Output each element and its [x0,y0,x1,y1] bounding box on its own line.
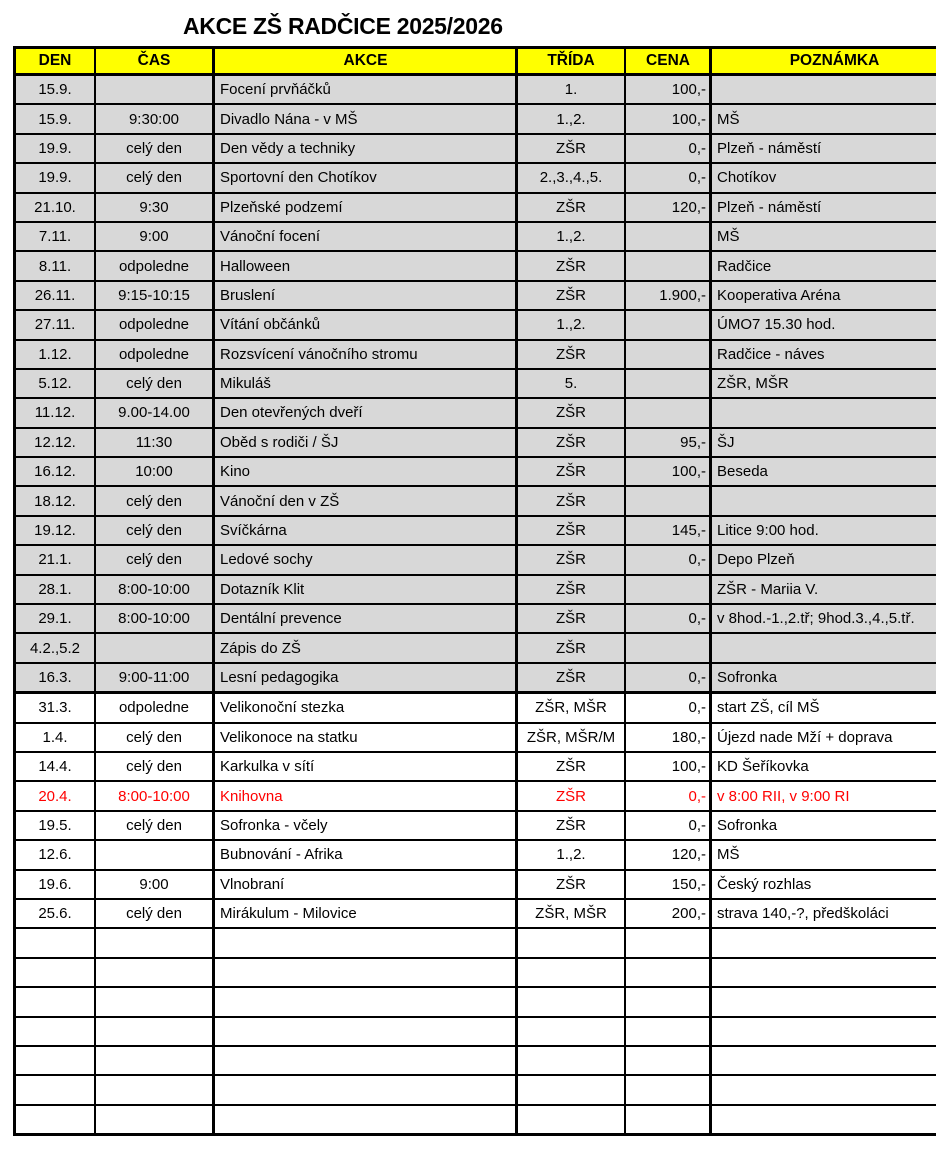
cell-akce: Focení prvňáčků [214,75,517,105]
cell-cas: celý den [95,134,214,163]
cell-trida: ZŠR [517,193,626,222]
cell-akce: Vánoční focení [214,222,517,251]
cell-trida [517,928,626,957]
cell-poznamka [711,486,936,515]
cell-cena [625,1075,711,1104]
cell-poznamka: Sofronka [711,663,936,693]
cell-akce: Vítání občánků [214,310,517,339]
cell-cas: 9:15-10:15 [95,281,214,310]
cell-cas [95,1046,214,1075]
cell-den: 18.12. [15,486,96,515]
cell-den: 28.1. [15,575,96,604]
cell-poznamka: MŠ [711,840,936,869]
cell-poznamka [711,987,936,1016]
cell-trida: ZŠR [517,811,626,840]
cell-den: 7.11. [15,222,96,251]
cell-akce: Den vědy a techniky [214,134,517,163]
cell-cas: celý den [95,723,214,752]
cell-poznamka: ÚMO7 15.30 hod. [711,310,936,339]
cell-cena: 0,- [625,663,711,693]
cell-den: 14.4. [15,752,96,781]
cell-den: 19.9. [15,134,96,163]
cell-cas: 8:00-10:00 [95,575,214,604]
cell-akce: Mikuláš [214,369,517,398]
column-header-akce: AKCE [214,48,517,75]
cell-cas [95,633,214,662]
cell-den: 19.12. [15,516,96,545]
cell-cena: 100,- [625,104,711,133]
header-row [15,48,936,75]
cell-cas: celý den [95,899,214,928]
cell-cena [625,340,711,369]
column-header-poznamka: POZNÁMKA [711,48,936,75]
cell-cas: odpoledne [95,693,214,723]
cell-den: 5.12. [15,369,96,398]
cell-den: 11.12. [15,398,96,427]
cell-poznamka: KD Šeříkovka [711,752,936,781]
empty-row [15,928,936,957]
cell-akce: Knihovna [214,781,517,810]
cell-akce: Ledové sochy [214,545,517,574]
cell-den: 21.10. [15,193,96,222]
cell-cas: 10:00 [95,457,214,486]
cell-cena [625,1017,711,1046]
cell-trida: ZŠR [517,633,626,662]
table-row [15,457,936,486]
cell-poznamka: Beseda [711,457,936,486]
cell-cas [95,1105,214,1135]
cell-den: 1.4. [15,723,96,752]
cell-den [15,1017,96,1046]
cell-cena [625,369,711,398]
cell-trida: ZŠR [517,663,626,693]
cell-poznamka: Plzeň - náměstí [711,134,936,163]
page-title: AKCE ZŠ RADČICE 2025/2026 [183,13,503,39]
cell-trida: ZŠR [517,281,626,310]
cell-akce: Kino [214,457,517,486]
empty-row [15,1046,936,1075]
cell-trida: ZŠR [517,398,626,427]
cell-cena [625,222,711,251]
table-row [15,251,936,280]
cell-cena: 0,- [625,781,711,810]
cell-trida: ZŠR [517,134,626,163]
cell-den: 19.5. [15,811,96,840]
cell-akce: Divadlo Nána - v MŠ [214,104,517,133]
empty-row [15,1075,936,1104]
cell-akce: Halloween [214,251,517,280]
cell-cena: 0,- [625,545,711,574]
cell-cas: odpoledne [95,340,214,369]
cell-poznamka: ZŠR, MŠR [711,369,936,398]
cell-den: 12.6. [15,840,96,869]
cell-den [15,1105,96,1135]
cell-poznamka: Újezd nade Mží + doprava [711,723,936,752]
cell-den: 16.3. [15,663,96,693]
cell-den: 8.11. [15,251,96,280]
cell-trida: 1. [517,75,626,105]
cell-cena: 150,- [625,870,711,899]
cell-den: 15.9. [15,104,96,133]
cell-akce: Bruslení [214,281,517,310]
cell-cena: 0,- [625,693,711,723]
cell-cena: 95,- [625,428,711,457]
cell-akce: Velikonoční stezka [214,693,517,723]
empty-row [15,1105,936,1135]
table-row [15,693,936,723]
cell-akce: Karkulka v sítí [214,752,517,781]
cell-cena [625,633,711,662]
cell-cas: odpoledne [95,251,214,280]
cell-trida: 2.,3.,4.,5. [517,163,626,192]
empty-row [15,958,936,987]
cell-poznamka [711,1046,936,1075]
cell-trida [517,1075,626,1104]
table-row [15,75,936,105]
cell-akce: Plzeňské podzemí [214,193,517,222]
table-row [15,163,936,192]
cell-den: 31.3. [15,693,96,723]
cell-cas: celý den [95,163,214,192]
cell-cas [95,75,214,105]
cell-cas: celý den [95,811,214,840]
cell-cena: 0,- [625,134,711,163]
cell-cas [95,1075,214,1104]
cell-poznamka: Chotíkov [711,163,936,192]
cell-cena: 180,- [625,723,711,752]
table-row [15,840,936,869]
cell-trida: ZŠR [517,428,626,457]
cell-akce: Dotazník Klit [214,575,517,604]
cell-poznamka [711,633,936,662]
cell-cas: 9:30:00 [95,104,214,133]
cell-trida [517,1017,626,1046]
cell-akce [214,987,517,1016]
cell-poznamka [711,1075,936,1104]
cell-cas: celý den [95,545,214,574]
table-row [15,811,936,840]
cell-trida: ZŠR [517,251,626,280]
cell-trida: 5. [517,369,626,398]
cell-cena [625,1105,711,1135]
cell-cas: 9:30 [95,193,214,222]
cell-den: 19.6. [15,870,96,899]
cell-den: 4.2.,5.2 [15,633,96,662]
cell-den: 26.11. [15,281,96,310]
cell-cena: 100,- [625,75,711,105]
cell-poznamka [711,398,936,427]
cell-poznamka: ZŠR - Mariia V. [711,575,936,604]
cell-poznamka: v 8hod.-1.,2.tř; 9hod.3.,4.,5.tř. [711,604,936,633]
cell-poznamka: start ZŠ, cíl MŠ [711,693,936,723]
cell-poznamka [711,928,936,957]
cell-trida: ZŠR [517,340,626,369]
cell-trida [517,1105,626,1135]
cell-den: 25.6. [15,899,96,928]
cell-akce: Sportovní den Chotíkov [214,163,517,192]
cell-den [15,1046,96,1075]
cell-poznamka: Český rozhlas [711,870,936,899]
table-row [15,604,936,633]
cell-akce: Mirákulum - Milovice [214,899,517,928]
table-row [15,281,936,310]
cell-poznamka: Radčice [711,251,936,280]
cell-trida: ZŠR [517,457,626,486]
table-row [15,633,936,662]
cell-trida: ZŠR [517,486,626,515]
table-row [15,516,936,545]
cell-poznamka [711,958,936,987]
cell-den: 12.12. [15,428,96,457]
cell-cas: 8:00-10:00 [95,781,214,810]
cell-poznamka: strava 140,-?, předškoláci [711,899,936,928]
cell-cas: 9.00-14.00 [95,398,214,427]
cell-cas [95,1017,214,1046]
cell-cas [95,928,214,957]
cell-trida: ZŠR, MŠR [517,693,626,723]
table-row [15,310,936,339]
cell-cas: celý den [95,369,214,398]
cell-akce [214,1017,517,1046]
cell-poznamka: Radčice - náves [711,340,936,369]
cell-poznamka [711,75,936,105]
cell-cena [625,310,711,339]
table-row [15,486,936,515]
cell-den [15,1075,96,1104]
table-row [15,369,936,398]
cell-cena: 100,- [625,752,711,781]
cell-akce: Oběd s rodiči / ŠJ [214,428,517,457]
cell-trida: 1.,2. [517,310,626,339]
cell-poznamka: ŠJ [711,428,936,457]
table-row [15,663,936,693]
cell-poznamka: MŠ [711,222,936,251]
cell-poznamka: Sofronka [711,811,936,840]
cell-akce: Velikonoce na statku [214,723,517,752]
cell-trida: 1.,2. [517,104,626,133]
cell-den [15,987,96,1016]
cell-akce: Sofronka - včely [214,811,517,840]
events-table [13,46,936,1136]
table-row [15,398,936,427]
cell-cena: 200,- [625,899,711,928]
table-row [15,545,936,574]
cell-den: 20.4. [15,781,96,810]
column-header-cena: CENA [625,48,711,75]
table-row [15,428,936,457]
table-row [15,340,936,369]
cell-trida: ZŠR [517,604,626,633]
cell-poznamka: MŠ [711,104,936,133]
cell-cas [95,987,214,1016]
cell-cena: 120,- [625,193,711,222]
cell-den [15,928,96,957]
cell-den [15,958,96,987]
cell-cena: 0,- [625,604,711,633]
cell-akce [214,1105,517,1135]
cell-den: 16.12. [15,457,96,486]
cell-cena [625,251,711,280]
cell-poznamka: Kooperativa Aréna [711,281,936,310]
cell-poznamka: Plzeň - náměstí [711,193,936,222]
cell-cena: 0,- [625,163,711,192]
cell-cas: 9:00-11:00 [95,663,214,693]
table-row [15,723,936,752]
cell-trida: ZŠR, MŠR [517,899,626,928]
cell-den: 1.12. [15,340,96,369]
cell-trida: ZŠR [517,575,626,604]
cell-cena: 1.900,- [625,281,711,310]
table-row [15,870,936,899]
table-body [15,75,936,1135]
cell-poznamka: Litice 9:00 hod. [711,516,936,545]
cell-akce: Den otevřených dveří [214,398,517,427]
cell-poznamka [711,1105,936,1135]
cell-trida: ZŠR [517,870,626,899]
cell-cena: 0,- [625,811,711,840]
cell-cas: 9:00 [95,222,214,251]
table-row [15,575,936,604]
table-row [15,222,936,251]
cell-akce [214,1075,517,1104]
cell-akce: Dentální prevence [214,604,517,633]
table-row [15,193,936,222]
cell-akce: Vánoční den v ZŠ [214,486,517,515]
table-row [15,134,936,163]
cell-cas: 8:00-10:00 [95,604,214,633]
cell-cena [625,928,711,957]
cell-trida: ZŠR [517,752,626,781]
cell-trida: ZŠR [517,781,626,810]
cell-den: 29.1. [15,604,96,633]
cell-akce: Vlnobraní [214,870,517,899]
cell-cena: 145,- [625,516,711,545]
cell-trida [517,958,626,987]
cell-trida: ZŠR, MŠR/M [517,723,626,752]
cell-akce: Rozsvícení vánočního stromu [214,340,517,369]
cell-cas: celý den [95,752,214,781]
table-header [15,48,936,75]
cell-akce: Zápis do ZŠ [214,633,517,662]
cell-trida: 1.,2. [517,840,626,869]
cell-akce: Bubnování - Afrika [214,840,517,869]
cell-poznamka [711,1017,936,1046]
column-header-cas: ČAS [95,48,214,75]
cell-trida: ZŠR [517,516,626,545]
cell-cena: 120,- [625,840,711,869]
cell-cas [95,958,214,987]
cell-cena [625,1046,711,1075]
cell-cena [625,575,711,604]
cell-trida: 1.,2. [517,222,626,251]
cell-akce [214,928,517,957]
column-header-trida: TŘÍDA [517,48,626,75]
cell-cena [625,486,711,515]
cell-akce: Svíčkárna [214,516,517,545]
cell-den: 21.1. [15,545,96,574]
empty-row [15,1017,936,1046]
cell-cena [625,958,711,987]
cell-akce [214,958,517,987]
cell-akce: Lesní pedagogika [214,663,517,693]
cell-poznamka: Depo Plzeň [711,545,936,574]
column-header-den: DEN [15,48,96,75]
cell-den: 15.9. [15,75,96,105]
table-row [15,781,936,810]
table-row [15,752,936,781]
cell-cas: 9:00 [95,870,214,899]
cell-cena [625,398,711,427]
cell-cas: odpoledne [95,310,214,339]
cell-poznamka: v 8:00 RII, v 9:00 RI [711,781,936,810]
cell-cas: celý den [95,486,214,515]
cell-den: 19.9. [15,163,96,192]
cell-cas [95,840,214,869]
empty-row [15,987,936,1016]
cell-trida [517,987,626,1016]
cell-akce [214,1046,517,1075]
table-row [15,899,936,928]
cell-cas: 11:30 [95,428,214,457]
cell-trida [517,1046,626,1075]
cell-den: 27.11. [15,310,96,339]
table-row [15,104,936,133]
cell-trida: ZŠR [517,545,626,574]
cell-cas: celý den [95,516,214,545]
cell-cena: 100,- [625,457,711,486]
cell-cena [625,987,711,1016]
